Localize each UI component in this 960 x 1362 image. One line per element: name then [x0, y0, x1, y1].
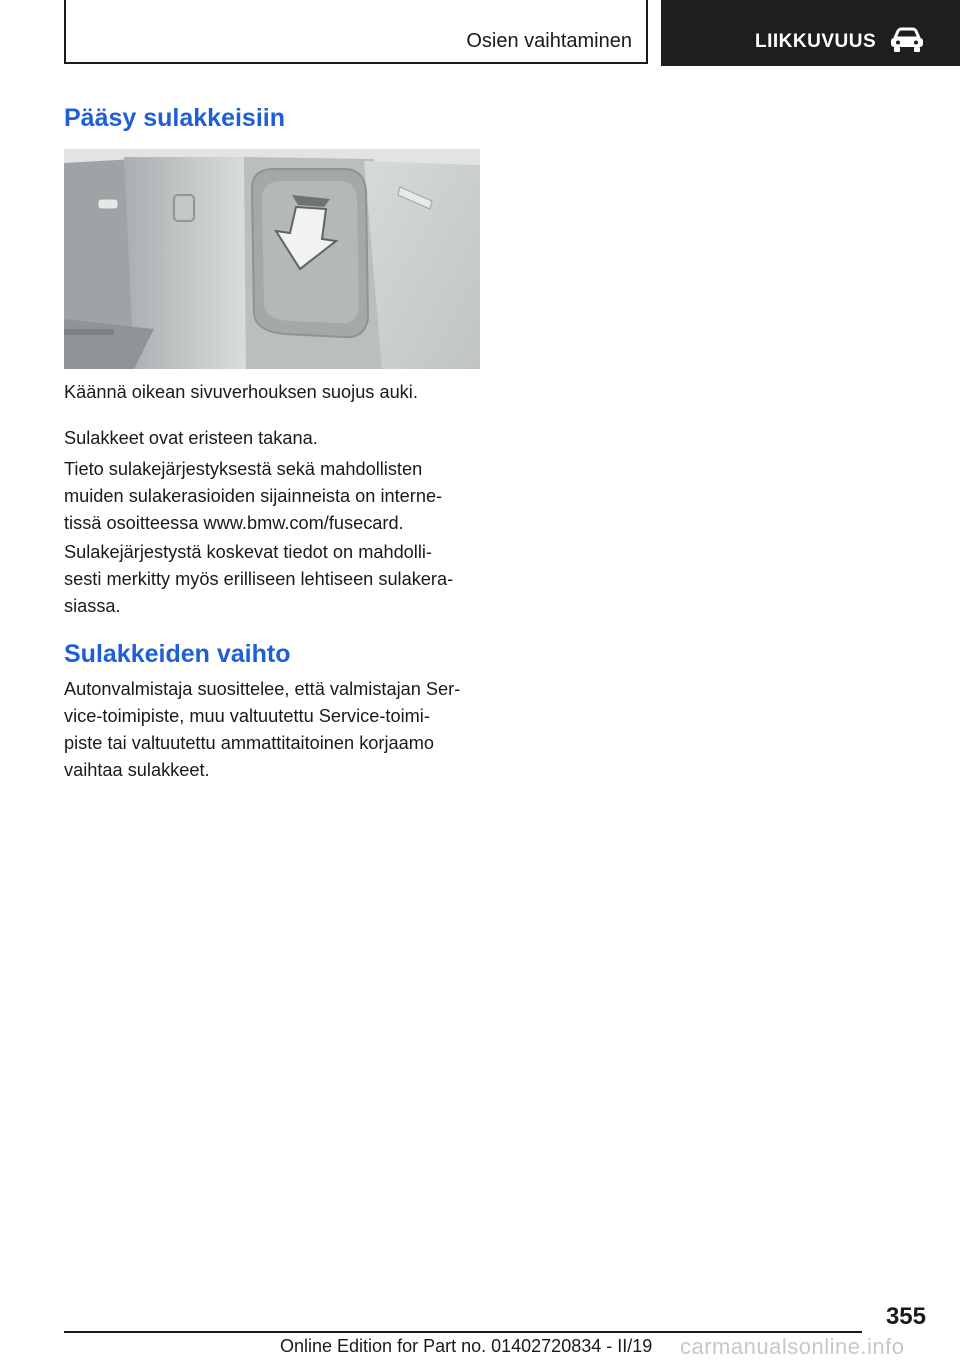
paragraph-replacement: Autonvalmistaja suosittelee, että valmistajan Ser- vice-toimipiste, muu valtuutettu Service-toimi- piste tai valtuutettu ammattitaitoinen korjaamo vaihtaa sulakkeet.: [64, 679, 461, 780]
section-title: Osien vaihtaminen: [466, 30, 632, 52]
page-number: 355: [885, 1303, 926, 1330]
chapter-tab: [661, 0, 960, 66]
paragraph-fuse-layout: Tieto sulakejärjestyksestä sekä mahdollisten muiden sulakerasioiden sijainneista on interne- tissä osoitteessa www.bmw.com/fusecard.: [64, 459, 443, 533]
paragraph-fuse-leaflet: Sulakejärjestystä koskevat tiedot on mahdolli- sesti merkitty myös erilliseen lehtiseen sulakera- siassa.: [64, 542, 454, 616]
luggage-compartment-photo: [64, 149, 480, 369]
header-section-box: [64, 0, 648, 64]
photo-caption: Käännä oikean sivuverhouksen suojus auki.: [64, 382, 418, 402]
chapter-title: LIIKKUVUUS: [755, 31, 877, 52]
heading-fuse-access: Pääsy sulakkeisiin: [64, 104, 285, 132]
watermark: carmanualsonline.info: [680, 1334, 905, 1359]
edition-note: Online Edition for Part no. 01402720834 - II/19: [280, 1336, 653, 1356]
footer-divider: [64, 1331, 862, 1333]
car-icon: [889, 27, 925, 53]
paragraph-insulation: Sulakkeet ovat eristeen takana.: [64, 428, 318, 448]
heading-fuse-replacement: Sulakkeiden vaihto: [64, 640, 291, 668]
